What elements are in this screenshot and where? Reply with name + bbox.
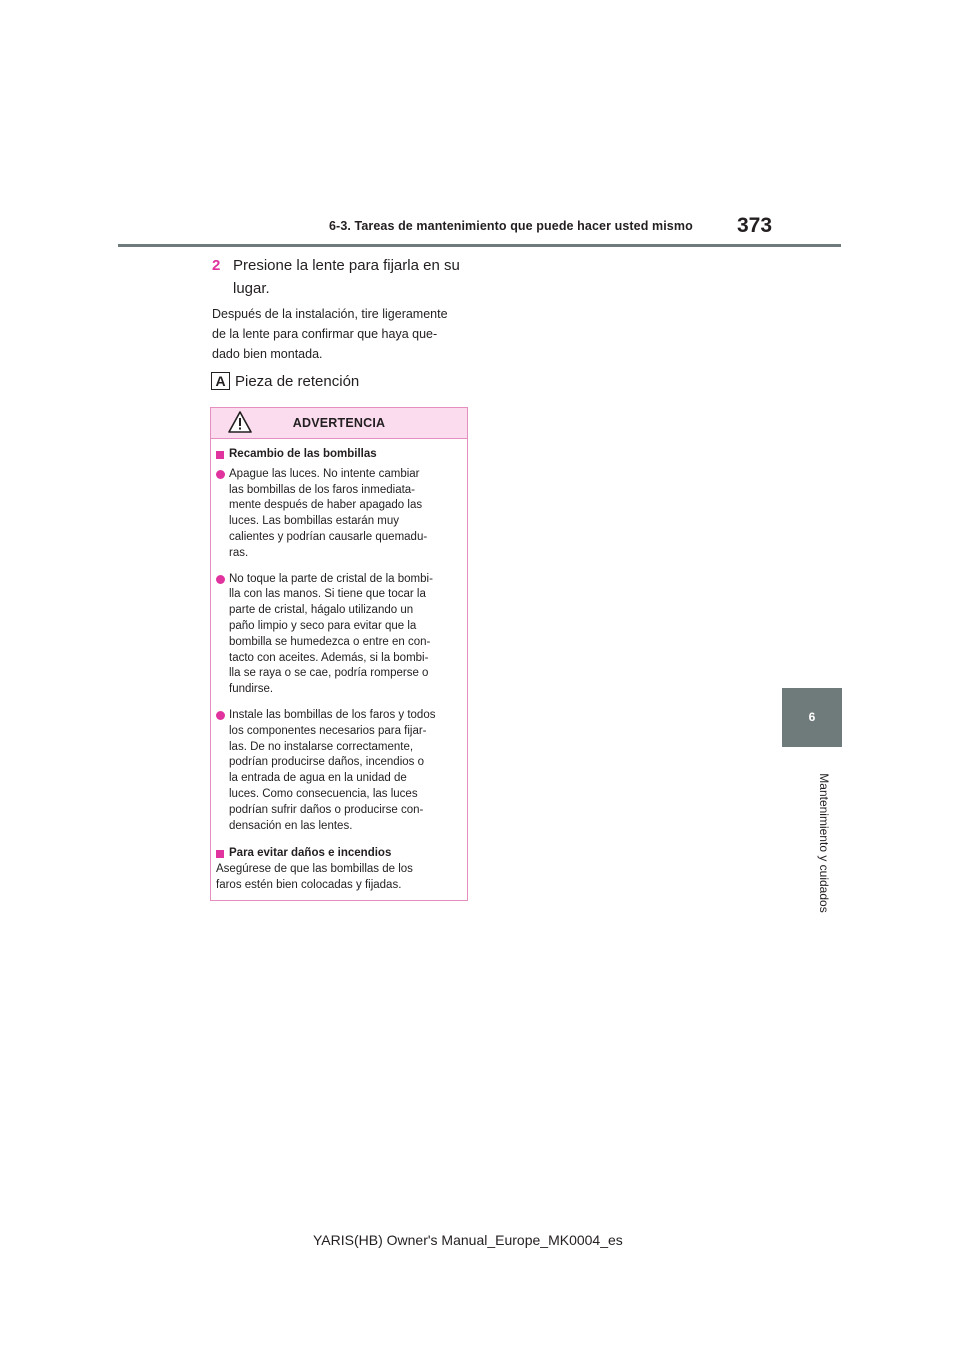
warning-title: ADVERTENCIA — [292, 416, 386, 430]
bullet-line: podrían producirse daños, incendios o — [229, 756, 424, 769]
bullet-line: mente después de haber apagado las — [229, 499, 423, 512]
bullet-line: las bombillas de los faros inmediata- — [229, 483, 416, 496]
bullet-line: lla con las manos. Si tiene que tocar la — [229, 588, 426, 601]
bullet-line: fundirse. — [229, 683, 274, 696]
bullet-line: tacto con aceites. Además, si la bombi- — [229, 651, 429, 664]
step-text: Presione la lente para fijarla en su lugar. — [233, 257, 460, 297]
warning-bullet-text — [229, 708, 435, 834]
bullet-line: luces. Las bombillas estarán muy — [229, 515, 400, 528]
bullet-line: Apague las luces. No intente cambiar — [229, 467, 420, 480]
round-bullet-icon — [216, 575, 225, 584]
warning-header — [211, 408, 467, 439]
square-bullet-icon — [216, 451, 224, 459]
step-instruction — [212, 254, 472, 300]
callout-text: Pieza de retención — [235, 372, 360, 390]
warning-triangle-icon — [228, 411, 252, 433]
paragraph-line: faros estén bien colocadas y fijadas. — [216, 878, 402, 891]
bullet-line: bombilla se humedezca o entre en con- — [229, 635, 431, 648]
chapter-title-vertical: Mantenimiento y cuidados — [817, 773, 831, 913]
warning-paragraph — [216, 862, 467, 894]
bullet-line: Instale las bombillas de los faros y todos — [229, 708, 436, 721]
note-paragraph — [212, 304, 472, 364]
bullet-line: parte de cristal, hágalo utilizando un — [229, 604, 414, 617]
warning-section-heading — [216, 846, 467, 862]
warning-bullet — [216, 572, 467, 698]
warning-content — [211, 439, 467, 894]
chapter-tab: 6 — [782, 688, 842, 747]
bullet-line: luces. Como consecuencia, las luces — [229, 787, 418, 800]
note-line: de la lente para confirmar que haya que- — [212, 327, 438, 341]
warning-bullet-text — [229, 572, 433, 698]
callout-row — [211, 372, 359, 390]
note-line: Después de la instalación, tire ligeramente — [212, 307, 448, 321]
warning-section-heading — [216, 447, 467, 463]
bullet-line: ras. — [229, 546, 249, 559]
header-section-title: 6-3. Tareas de mantenimiento que puede hacer usted mismo — [329, 219, 693, 233]
warning-bullet — [216, 467, 467, 562]
warning-section-heading-text: Recambio de las bombillas — [229, 448, 377, 460]
square-bullet-icon — [216, 850, 224, 858]
warning-box — [210, 407, 468, 901]
warning-bullet-text — [229, 467, 427, 562]
bullet-line: podrían sufrir daños o producirse con- — [229, 803, 424, 816]
bullet-line: calientes y podrían causarle quemadu- — [229, 530, 428, 543]
warning-section-heading-text: Para evitar daños e incendios — [229, 847, 392, 860]
round-bullet-icon — [216, 711, 225, 720]
header-rule — [118, 244, 841, 247]
footer-manual-id: YARIS(HB) Owner's Manual_Europe_MK0004_es — [313, 1232, 623, 1248]
round-bullet-icon — [216, 470, 225, 479]
step-number: 2 — [212, 257, 221, 274]
bullet-line: No toque la parte de cristal de la bombi- — [229, 572, 433, 585]
note-line: dado bien montada. — [212, 347, 323, 361]
spacer — [216, 834, 467, 842]
callout-letter-badge: A — [211, 372, 230, 390]
bullet-line: las. De no instalarse correctamente, — [229, 740, 414, 753]
bullet-line: paño limpio y seco para evitar que la — [229, 619, 417, 632]
bullet-line: densación en las lentes. — [229, 819, 353, 832]
bullet-line: la entrada de agua en la unidad de — [229, 772, 407, 785]
page-number: 373 — [737, 214, 773, 237]
warning-bullet — [216, 708, 467, 834]
bullet-line: los componentes necesarios para fijar- — [229, 724, 427, 737]
paragraph-line: Asegúrese de que las bombillas de los — [216, 863, 413, 876]
bullet-line: lla se raya o se cae, podría romperse o — [229, 667, 429, 680]
